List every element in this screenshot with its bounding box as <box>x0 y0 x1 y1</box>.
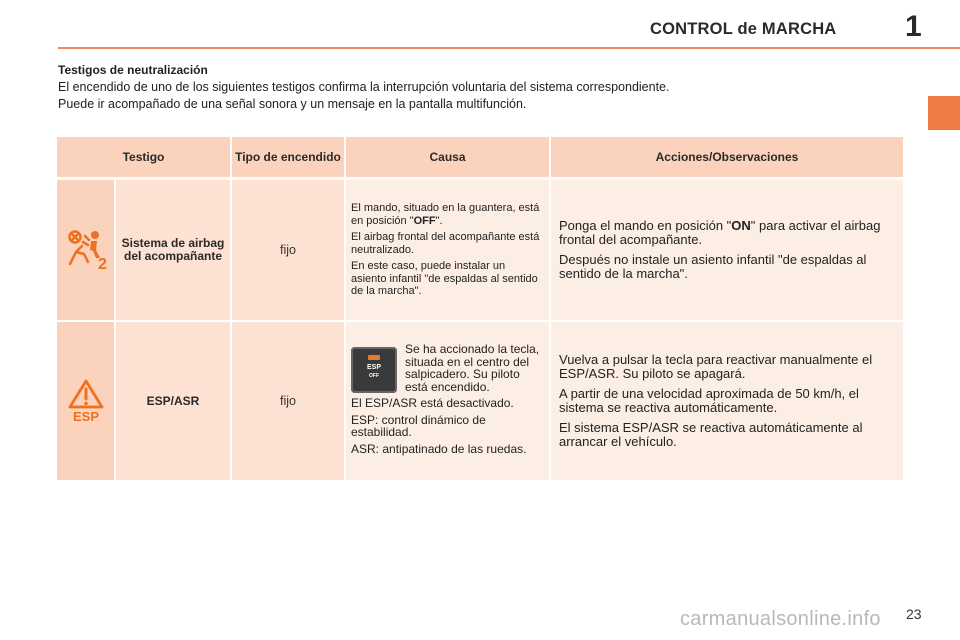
esp-button-sublabel: OFF <box>369 373 379 379</box>
action-text: Vuelva a pulsar la tecla para reactivar manualmente el ESP/ASR. Su piloto se apagará. <box>559 351 873 381</box>
cause-text: ESP: control dinámico de estabilidad. <box>351 412 486 439</box>
indicator-name: ESP/ASR <box>116 322 230 480</box>
esp-button-lamp <box>368 355 380 360</box>
cause-text: En este caso, puede instalar un asiento infantil "de espaldas al sentido de la marcha". <box>351 260 538 298</box>
svg-text:2: 2 <box>97 256 107 272</box>
col-header-causa: Causa <box>346 137 549 177</box>
action-text-part: Ponga el mando en posición " <box>559 217 732 233</box>
col-header-tipo: Tipo de encendido <box>232 137 344 177</box>
esp-off-button-icon <box>351 347 397 393</box>
action-text: Después no instale un asiento infantil "de espaldas al sentido de la marcha". <box>559 251 867 281</box>
cause-text: El airbag frontal del acompañante está neutralizado. <box>351 231 540 256</box>
airbag-off-icon <box>62 228 110 272</box>
page-number: 23 <box>906 606 922 622</box>
action-text-part: " para activar el airbag frontal del acompañante. <box>559 217 881 247</box>
indicator-actions <box>551 180 903 320</box>
col-header-acciones: Acciones/Observaciones <box>551 137 903 177</box>
action-text: El sistema ESP/ASR se reactiva automáticamente al arrancar el vehículo. <box>559 419 863 449</box>
esp-warning-icon <box>66 379 106 423</box>
table-row-icon-cell <box>57 180 114 320</box>
indicator-type: fijo <box>232 322 344 480</box>
esp-button-block <box>351 343 545 393</box>
watermark: carmanualsonline.info <box>680 608 881 630</box>
col-header-testigo: Testigo <box>57 137 230 177</box>
section-intro <box>58 79 898 113</box>
indicator-actions <box>551 322 903 480</box>
cause-text: ASR: antipatinado de las ruedas. <box>351 441 527 456</box>
indicator-type: fijo <box>232 180 344 320</box>
intro-line: El encendido de uno de los siguientes testigos confirma la interrupción voluntaria del sistema correspondiente. <box>58 80 670 94</box>
chapter-number: 1 <box>905 10 922 43</box>
indicator-cause <box>346 180 549 320</box>
action-text: A partir de una velocidad aproximada de 50 km/h, el sistema se reactiva automáticamente. <box>559 385 859 415</box>
cause-text: El ESP/ASR está desactivado. <box>351 396 514 410</box>
indicator-cause <box>346 322 549 480</box>
cause-text-part: El mando, situado en la guantera, está en posición " <box>351 202 540 227</box>
cause-text: Se ha accionado la tecla, situada en el centro del salpicadero. Su piloto está encendido. <box>405 342 540 394</box>
action-text-bold: ON <box>731 217 751 233</box>
esp-button-label: ESP <box>366 364 381 371</box>
header-title: CONTROL de MARCHA <box>650 20 837 38</box>
cause-text-bold: OFF <box>413 214 436 227</box>
header-rule <box>58 47 960 49</box>
section-title: Testigos de neutralización <box>58 63 208 77</box>
indicator-name: Sistema de airbag del acompañante <box>116 180 230 320</box>
intro-line: Puede ir acompañado de una señal sonora y un mensaje en la pantalla multifunción. <box>58 97 527 111</box>
table-row-icon-cell <box>57 322 114 480</box>
cause-text <box>351 202 543 227</box>
cause-text-part: ". <box>435 214 443 227</box>
chapter-tab <box>928 96 960 130</box>
esp-icon-label: ESP <box>72 409 99 423</box>
action-text <box>559 219 895 248</box>
